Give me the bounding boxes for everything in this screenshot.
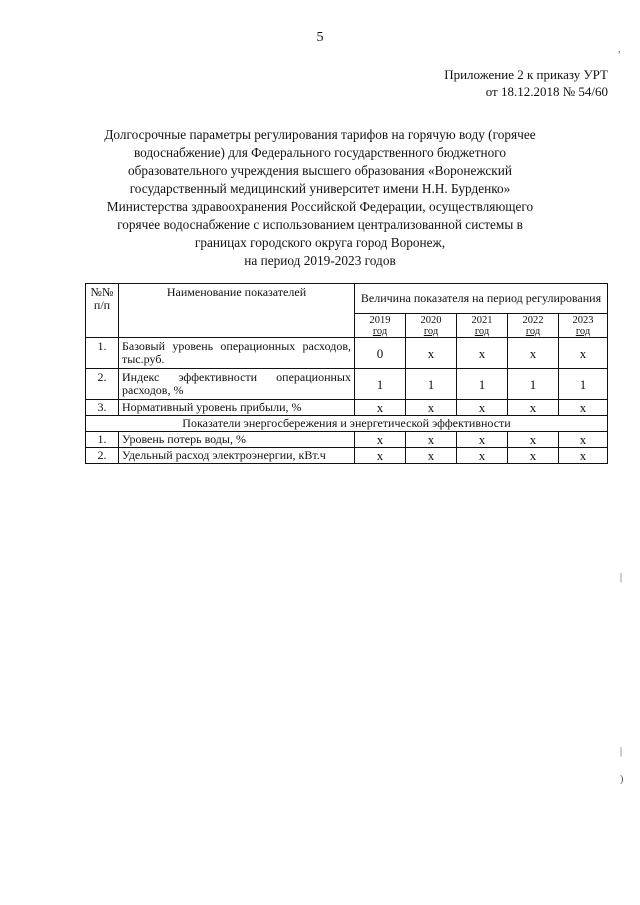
row-value: х [508, 338, 559, 369]
row-name: Базовый уровень операционных расходов, тыс.руб. [119, 338, 355, 369]
row-value: х [457, 400, 508, 416]
appendix-reference [444, 66, 608, 100]
header-year-2022: 2022 год [508, 314, 559, 338]
header-num: №№ п/п [86, 284, 119, 338]
header-year-2023: 2023 год [559, 314, 608, 338]
title-line: государственный медицинский университет имени Н.Н. Бурденко» [129, 181, 511, 196]
scan-mark: ) [620, 774, 624, 785]
header-name: Наименование показателей [119, 284, 355, 338]
row-value: 1 [559, 369, 608, 400]
title-line: горячее водоснабжение с использованием централизованной системы в [117, 217, 523, 232]
title-line: Долгосрочные параметры регулирования тарифов на горячую воду (горячее [104, 127, 536, 142]
row-value: х [457, 338, 508, 369]
table-row [86, 448, 608, 464]
table-row [86, 400, 608, 416]
row-name: Нормативный уровень прибыли, % [119, 400, 355, 416]
title-line: Министерства здравоохранения Российской Федерации, осуществляющего [106, 199, 534, 214]
scan-mark: | [620, 746, 623, 757]
row-name: Уровень потерь воды, % [119, 432, 355, 448]
row-num: 2. [86, 369, 119, 400]
document-title [90, 126, 550, 270]
appendix-line-1: Приложение 2 к приказу УРТ [444, 67, 608, 82]
table-row [86, 338, 608, 369]
row-value: х [559, 448, 608, 464]
row-value: х [406, 432, 457, 448]
row-num: 2. [86, 448, 119, 464]
header-year-2019: 2019 год [355, 314, 406, 338]
page-number: 5 [316, 30, 324, 45]
row-name: Индекс эффективности операционных расходов, % [119, 369, 355, 400]
row-value: х [508, 400, 559, 416]
header-value: Величина показателя на период регулирования [355, 284, 608, 314]
table-row [86, 432, 608, 448]
row-name: Удельный расход электроэнергии, кВт.ч [119, 448, 355, 464]
title-line: водоснабжение) для Федерального государственного бюджетного [133, 145, 507, 160]
row-num: 1. [86, 432, 119, 448]
row-value: 1 [508, 369, 559, 400]
row-value: х [355, 400, 406, 416]
title-line: границах городского округа город Воронеж, [194, 235, 446, 250]
row-value: х [508, 432, 559, 448]
row-value: х [559, 338, 608, 369]
row-value: х [457, 432, 508, 448]
row-value: х [559, 400, 608, 416]
row-num: 1. [86, 338, 119, 369]
header-year-2020: 2020 год [406, 314, 457, 338]
row-value: х [406, 338, 457, 369]
row-value: х [457, 448, 508, 464]
table-row [86, 369, 608, 400]
parameters-table [85, 283, 608, 464]
title-line: на период 2019-2023 годов [244, 253, 396, 268]
row-value: 1 [406, 369, 457, 400]
row-value: х [355, 448, 406, 464]
row-num: 3. [86, 400, 119, 416]
section-title: Показатели энергосбережения и энергетической эффективности [86, 416, 608, 432]
section-header-row [86, 416, 608, 432]
row-value: 1 [457, 369, 508, 400]
row-value: 0 [355, 338, 406, 369]
scan-mark: , [618, 44, 621, 55]
row-value: 1 [355, 369, 406, 400]
row-value: х [406, 448, 457, 464]
scan-mark: | [620, 572, 623, 583]
header-year-2021: 2021 год [457, 314, 508, 338]
row-value: х [406, 400, 457, 416]
row-value: х [559, 432, 608, 448]
row-value: х [355, 432, 406, 448]
row-value: х [508, 448, 559, 464]
title-line: образовательного учреждения высшего образования «Воронежский [128, 163, 512, 178]
appendix-line-2: от 18.12.2018 № 54/60 [485, 84, 608, 99]
